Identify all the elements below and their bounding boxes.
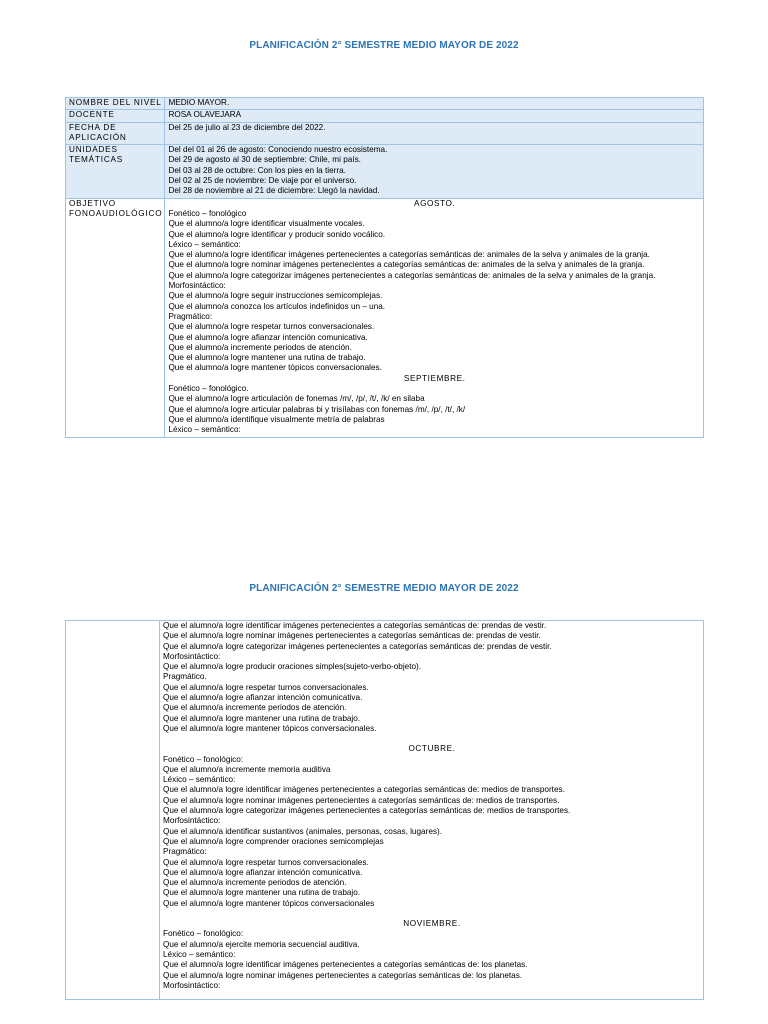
objective-line: Que el alumno/a logre nominar imágenes pertenecientes a categorías semánticas de: los planetas. [163,970,523,980]
objective-line: Que el alumno/a conozca los artículos indefinidos un – una. [168,301,386,311]
objetivo-label-empty [66,621,160,1000]
objective-line: Que el alumno/a logre nominar imágenes pertenecientes a categorías semánticas de: medios de transportes. [163,795,560,805]
table-row [66,145,704,198]
objective-line: Morfosintáctico: [163,816,221,826]
objective-line: Que el alumno/a logre categorizar imágenes pertenecientes a categorías semánticas de: prendas de vestir. [163,641,552,651]
spacer [163,734,701,744]
objective-line: Que el alumno/a ejercite memoria secuencial auditiva. [163,939,360,949]
unidad-item: Del 03 al 28 de octubre: Con los pies en la tierra. [168,165,346,175]
objetivo-label: OBJETIVO FONOAUDIOLÓGICO [66,198,165,437]
objective-line: Léxico – semántico: [163,949,236,959]
objective-line: Que el alumno/a logre afianzar intención comunicativa. [163,693,363,703]
objective-line: Que el alumno/a logre nominar imágenes pertenecientes a categorías semánticas de: prendas de vestir. [163,631,541,641]
objective-line: Que el alumno/a logre categorizar imágenes pertenecientes a categorías semánticas de: animales de la selva y animales de la granja. [168,270,656,280]
objective-line: Pragmático: [168,311,213,321]
objective-line: Léxico – semántico: [163,775,236,785]
objective-line: Que el alumno/a logre respetar turnos conversacionales. [168,322,375,332]
objective-line: Pragmático. [163,672,207,682]
objective-line: Que el alumno/a logre nominar imágenes pertenecientes a categorías semánticas de: animales de la selva y animales de la granja. [168,260,645,270]
objective-line: Que el alumno/a logre mantener una rutina de trabajo. [168,353,366,363]
table-row [66,198,704,437]
unidades-list [165,145,704,198]
objective-line: Que el alumno/a logre identificar imágenes pertenecientes a categorías semánticas de: medios de transportes. [163,785,565,795]
objective-line: Que el alumno/a logre producir oraciones simples(sujeto-verbo-objeto). [163,662,422,672]
page-title: PLANIFICACIÓN 2° SEMESTRE MEDIO MAYOR DE 2022 [249,583,519,594]
spacer [163,909,701,919]
unidad-item: Del 28 de noviembre al 21 de diciembre: Llegó la navidad. [168,186,380,196]
table-row [66,98,704,110]
objective-line: Que el alumno/a logre articulación de fonemas /m/, /p/, /t/, /k/ en silaba [168,394,425,404]
objective-line: Que el alumno/a logre afianzar intención comunicativa. [163,867,363,877]
unidad-item: Del del 01 al 26 de agosto: Conociendo nuestro ecosistema. [168,145,388,155]
table-row [66,110,704,122]
objective-line: Que el alumno/a logre identificar visualmente vocales. [168,219,365,229]
objective-line: Fonético – fonológico: [163,929,244,939]
objective-line: Que el alumno/a logre identificar imágenes pertenecientes a categorías semánticas de: los planetas. [163,960,528,970]
objective-line: Morfosintáctico: [168,281,226,291]
docente-value: ROSA OLAVEJARA [165,110,704,122]
planning-table-continued [65,620,704,1000]
objective-line: Que el alumno/a identificar sustantivos (animales, personas, cosas, lugares). [163,826,442,836]
objective-line: Que el alumno/a logre identificar imágenes pertenecientes a categorías semánticas de: prendas de vestir. [163,621,547,630]
objective-line: Léxico – semántico: [168,239,241,249]
unidad-item: Del 02 al 25 de noviembre: De viaje por el universo. [168,176,357,186]
month-heading-agosto: AGOSTO. [414,198,456,208]
objective-line: Fonético – fonológico: [163,754,244,764]
month-heading-octubre: OCTUBRE. [408,744,456,754]
objective-line: Que el alumno/a logre respetar turnos conversacionales. [163,857,369,867]
objective-line: Fonético – fonológico. [168,384,249,394]
unidad-item: Del 29 de agosto al 30 de septiembre: Chile, mi país. [168,155,361,165]
objective-line: Que el alumno/a logre identificar y producir sonido vocálico. [168,229,386,239]
objective-line: Morfosintáctico: [163,651,221,661]
objective-line: Que el alumno/a incremente periodos de atención. [163,703,347,713]
objective-line: Que el alumno/a incremente periodos de atención. [163,878,347,888]
objective-line: Que el alumno/a logre categorizar imágenes pertenecientes a categorías semánticas de: medios de transportes. [163,806,571,816]
objective-line: Que el alumno/a logre mantener tópicos conversacionales. [168,363,382,373]
objective-line: Que el alumno/a identifique visualmente metría de palabras [168,414,385,424]
objective-line: Fonético – fonológico [168,208,247,218]
fecha-label: FECHA DE APLICACIÓN [66,122,165,145]
objective-line: Que el alumno/a logre mantener tópicos conversacionales. [163,723,377,733]
page-title: PLANIFICACIÓN 2° SEMESTRE MEDIO MAYOR DE 2022 [249,40,519,51]
objective-line: Que el alumno/a logre seguir instrucciones semicomplejas. [168,291,383,301]
table-row [66,122,704,145]
objective-line: Que el alumno/a logre mantener tópicos conversacionales [163,898,375,908]
fecha-value: Del 25 de julio al 23 de diciembre del 2022. [165,122,704,145]
unidades-label: UNIDADES TEMÁTICAS [66,145,165,198]
objective-line: Que el alumno/a logre comprender oraciones semicomplejas [163,836,384,846]
objective-line: Morfosintáctico: [163,980,221,990]
nivel-value: MEDIO MAYOR. [165,98,704,110]
planning-table [65,97,704,438]
table-row [66,621,704,1000]
objective-line: Que el alumno/a logre identificar imágenes pertenecientes a categorías semánticas de: animales de la selva y animales de la granja. [168,250,650,260]
objective-line: Que el alumno/a logre respetar turnos conversacionales. [163,682,369,692]
objective-line: Que el alumno/a logre articular palabras bi y trisílabas con fonemas /m/, /p/, /t/, /k/ [168,404,466,414]
month-heading-septiembre: SEPTIEMBRE. [403,373,466,383]
nivel-label: NOMBRE DEL NIVEL [66,98,165,110]
objective-line: Léxico – semántico: [168,425,241,435]
objective-line: Que el alumno/a logre afianzar intención comunicativa. [168,332,368,342]
objetivo-content-p2 [160,621,704,1000]
docente-label: DOCENTE [66,110,165,122]
objective-line: Que el alumno/a incremente periodos de atención. [168,342,352,352]
objective-line: Que el alumno/a incremente memoria auditiva [163,764,331,774]
objetivo-content-p1 [165,198,704,437]
month-heading-noviembre: NOVIEMBRE. [403,919,461,929]
objective-line: Que el alumno/a logre mantener una rutina de trabajo. [163,888,361,898]
objective-line: Pragmático: [163,847,207,857]
objective-line: Que el alumno/a logre mantener una rutina de trabajo. [163,713,361,723]
